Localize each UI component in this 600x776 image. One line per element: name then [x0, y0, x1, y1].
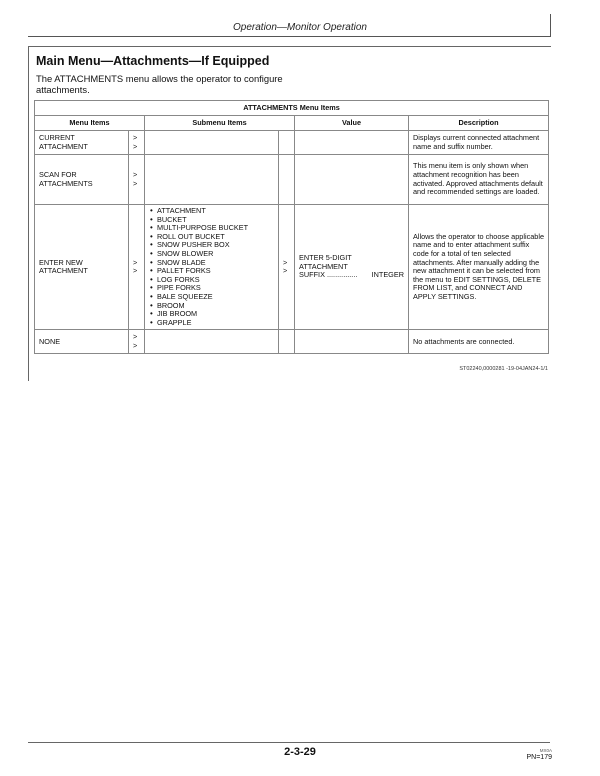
submenu-item: • SNOW BLADE	[149, 259, 274, 268]
value-line: ATTACHMENT	[299, 261, 348, 271]
section-title: Main Menu—Attachments—If Equipped	[36, 54, 270, 68]
submenu-item: • ATTACHMENT	[149, 207, 274, 216]
column-header-menu-items: Menu Items	[35, 116, 145, 131]
menu-item-cell: SCAN FOR ATTACHMENTS	[35, 155, 129, 205]
arrow-cell: > >	[129, 205, 145, 330]
intro-paragraph: The ATTACHMENTS menu allows the operator to configure attachments.	[36, 73, 283, 95]
table-row	[35, 155, 549, 205]
submenu-item: • SNOW BLOWER	[149, 250, 274, 259]
value-cell	[295, 330, 409, 354]
arrow-cell: > >	[129, 155, 145, 205]
table-row	[35, 205, 549, 330]
submenu-item: • BUCKET	[149, 216, 274, 225]
column-header-submenu-items: Submenu Items	[145, 116, 295, 131]
value-label: SUFFIX ...............	[299, 270, 358, 280]
arrow-cell: > >	[129, 330, 145, 354]
submenu-cell	[145, 205, 279, 330]
column-header-description: Description	[409, 116, 549, 131]
submenu-item: • GRAPPLE	[149, 319, 274, 328]
submenu-arrow-cell: > >	[279, 205, 295, 330]
table-row	[35, 330, 549, 354]
column-header-value: Value	[295, 116, 409, 131]
value-cell	[295, 155, 409, 205]
description-cell: No attachments are connected.	[409, 330, 549, 354]
submenu-item: • BALE SQUEEZE	[149, 293, 274, 302]
value-cell	[295, 205, 409, 330]
value-type: INTEGER	[371, 270, 404, 280]
menu-item-cell: ENTER NEW ATTACHMENT	[35, 205, 129, 330]
submenu-item: • SNOW PUSHER BOX	[149, 241, 274, 250]
arrow-cell: > >	[129, 131, 145, 155]
submenu-item: • PIPE FORKS	[149, 284, 274, 293]
description-cell: Allows the operator to choose applicable name and to enter attachment suffix code for a total of ten selected attachments. After manually adding the new attachment it can be selected from the menu to EDIT SETTINGS, DELETE FROM LIST, and CONNECT AND APPLY SETTINGS.	[409, 205, 549, 330]
footer-code: MX0A	[539, 748, 552, 753]
description-cell: Displays current connected attachment name and suffix number.	[409, 131, 549, 155]
menu-item-cell: CURRENT ATTACHMENT	[35, 131, 129, 155]
running-header: Operation—Monitor Operation	[233, 22, 367, 33]
submenu-list	[149, 207, 274, 327]
menu-item-cell: NONE	[35, 330, 129, 354]
submenu-item: • BROOM	[149, 302, 274, 311]
table-caption: ATTACHMENTS Menu Items	[35, 101, 549, 116]
description-cell: This menu item is only shown when attachment recognition has been activated. Approved attachments default and recommended settings are loaded.	[409, 155, 549, 205]
document-reference: ST02240,0000281 -19-04JAN24-1/1	[459, 366, 548, 372]
submenu-cell	[145, 131, 279, 155]
submenu-item: • ROLL OUT BUCKET	[149, 233, 274, 242]
pn-number: PN=179	[526, 754, 552, 761]
footer-rule	[28, 742, 550, 743]
submenu-arrow-cell	[279, 131, 295, 155]
value-line	[299, 271, 404, 280]
submenu-item: • MULTI-PURPOSE BUCKET	[149, 224, 274, 233]
submenu-item: • PALLET FORKS	[149, 267, 274, 276]
submenu-arrow-cell	[279, 330, 295, 354]
submenu-cell	[145, 155, 279, 205]
value-cell	[295, 131, 409, 155]
table-row	[35, 131, 549, 155]
value-line: ENTER 5-DIGIT	[299, 253, 352, 263]
submenu-arrow-cell	[279, 155, 295, 205]
submenu-cell	[145, 330, 279, 354]
submenu-item: • LOG FORKS	[149, 276, 274, 285]
page-number: 2-3-29	[284, 746, 316, 758]
submenu-item: • JIB BROOM	[149, 310, 274, 319]
attachments-table	[34, 100, 549, 354]
